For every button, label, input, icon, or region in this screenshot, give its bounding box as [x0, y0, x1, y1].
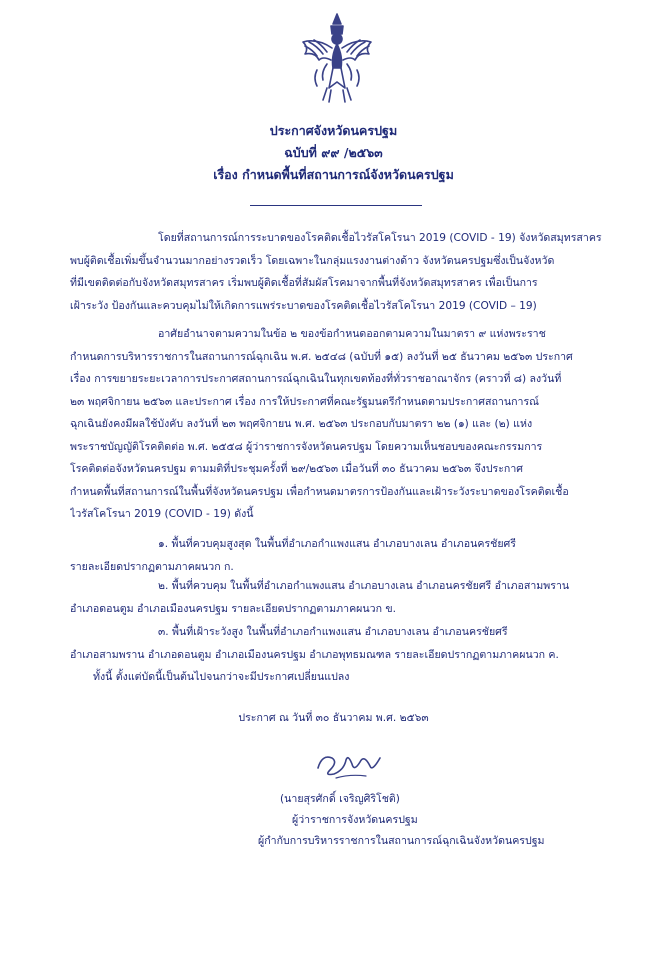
- signer-title: ผู้ว่าราชการจังหวัดนครปฐม: [292, 814, 418, 826]
- paragraph-line: ๓. พื้นที่เฝ้าระวังสูง ในพื้นที่อำเภอกำแพงแสน อำเภอบางเลน อำเภอนครชัยศรี: [158, 626, 508, 638]
- paragraph-line: เรื่อง การขยายระยะเวลาการประกาศสถานการณ์ฉุกเฉินในทุกเขตท้องที่ทั่วราชอาณาจักร (คราวที่ ๘) ลงวันที่: [70, 373, 562, 385]
- paragraph-line: กำหนดการบริหารราชการในสถานการณ์ฉุกเฉิน พ.ศ. ๒๕๔๘ (ฉบับที่ ๑๕) ลงวันที่ ๒๕ ธันวาคม ๒๕๖๓ ประกาศ: [70, 350, 573, 363]
- legal-basis-paragraph: [70, 323, 630, 526]
- paragraph-line: ที่มีเขตติดต่อกับจังหวัดสมุทรสาคร เริ่มพบผู้ติดเชื้อที่สัมผัสโรคมาจากพื้นที่จังหวัดสมุทรสาคร เพื่อเป็นการ: [70, 277, 538, 289]
- paragraph-line: ๑. พื้นที่ควบคุมสูงสุด ในพื้นที่อำเภอกำแพงแสน อำเภอบางเลน อำเภอนครชัยศรี: [158, 538, 516, 550]
- signer-role: ผู้กำกับการบริหารราชการในสถานการณ์ฉุกเฉินจังหวัดนครปฐม: [258, 835, 545, 847]
- zone-item-3: [70, 621, 630, 666]
- announcement-date: ประกาศ ณ วันที่ ๓๐ ธันวาคม พ.ศ. ๒๕๖๓: [238, 712, 429, 724]
- preamble-paragraph: [70, 227, 630, 317]
- announcement-number: ฉบับที่ ๙๙ /๒๕๖๓: [284, 145, 383, 160]
- paragraph-line: อำเภอดอนตูม อำเภอเมืองนครปฐม รายละเอียดปรากฏตามภาคผนวก ข.: [70, 602, 396, 615]
- paragraph-line: ๒. พื้นที่ควบคุม ในพื้นที่อำเภอกำแพงแสน อำเภอบางเลน อำเภอนครชัยศรี อำเภอสามพราน: [158, 580, 570, 592]
- paragraph-line: ๒๓ พฤศจิกายน ๒๕๖๓ และประกาศ เรื่อง การให้ประกาศที่คณะรัฐมนตรีกำหนดตามประกาศสถานการณ์: [70, 395, 539, 408]
- garuda-emblem-icon: [297, 8, 377, 108]
- zone-item-2: [70, 575, 630, 620]
- paragraph-line: ฉุกเฉินยังคงมีผลใช้บังคับ ลงวันที่ ๒๓ พฤศจิกายน พ.ศ. ๒๕๖๓ ประกอบกับมาตรา ๒๒ (๑) และ (๒) แห่ง: [70, 418, 533, 430]
- paragraph-line: กำหนดพื้นที่สถานการณ์ในพื้นที่จังหวัดนครปฐม เพื่อกำหนดมาตรการป้องกันและเฝ้าระวังระบาดของโรคติดเชื้อ: [70, 485, 569, 498]
- paragraph-line: พบผู้ติดเชื้อเพิ่มขึ้นจำนวนมากอย่างรวดเร็ว โดยเฉพาะในกลุ่มแรงงานต่างด้าว จังหวัดนครปฐมซึ่งเป็นจังหวัด: [70, 254, 555, 267]
- announcement-issuer: ประกาศจังหวัดนครปฐม: [269, 123, 398, 138]
- header-divider: [250, 205, 422, 206]
- paragraph-line: พระราชบัญญัติโรคติดต่อ พ.ศ. ๒๕๕๘ ผู้ว่าราชการจังหวัดนครปฐม โดยความเห็นชอบของคณะกรรมการ: [70, 440, 543, 453]
- paragraph-line: อาศัยอำนาจตามความในข้อ ๒ ของข้อกำหนดออกตามความในมาตรา ๙ แห่งพระราช: [158, 328, 546, 340]
- paragraph-line: ไวรัสโคโรนา 2019 (COVID - 19) ดังนี้: [70, 508, 254, 520]
- paragraph-line: โดยที่สถานการณ์การระบาดของโรคติดเชื้อไวรัสโคโรนา 2019 (COVID - 19) จังหวัดสมุทรสาคร: [158, 232, 602, 244]
- zone-item-1: [70, 533, 630, 578]
- paragraph-line: เฝ้าระวัง ป้องกันและควบคุมไม่ให้เกิดการแพร่ระบาดของโรคติดเชื้อไวรัสโคโรนา 2019 (COVID – 19): [70, 299, 537, 312]
- closing-paragraph: [70, 666, 630, 689]
- announcement-subject: เรื่อง กำหนดพื้นที่สถานการณ์จังหวัดนครปฐม: [213, 167, 454, 182]
- paragraph-line: โรคติดต่อจังหวัดนครปฐม ตามมติที่ประชุมครั้งที่ ๒๙/๒๕๖๓ เมื่อวันที่ ๓๐ ธันวาคม ๒๕๖๓ จึงประกาศ: [70, 463, 524, 475]
- closing-line: ทั้งนี้ ตั้งแต่บัดนี้เป็นต้นไปจนกว่าจะมีประกาศเปลี่ยนแปลง: [93, 671, 350, 683]
- handwritten-signature: [310, 744, 390, 784]
- paragraph-line: รายละเอียดปรากฏตามภาคผนวก ก.: [70, 560, 234, 573]
- paragraph-line: อำเภอสามพราน อำเภอดอนตูม อำเภอเมืองนครปฐม อำเภอพุทธมณฑล รายละเอียดปรากฏตามภาคผนวก ค.: [70, 648, 559, 661]
- signer-name: (นายสุรศักดิ์ เจริญศิริโชติ): [280, 793, 400, 805]
